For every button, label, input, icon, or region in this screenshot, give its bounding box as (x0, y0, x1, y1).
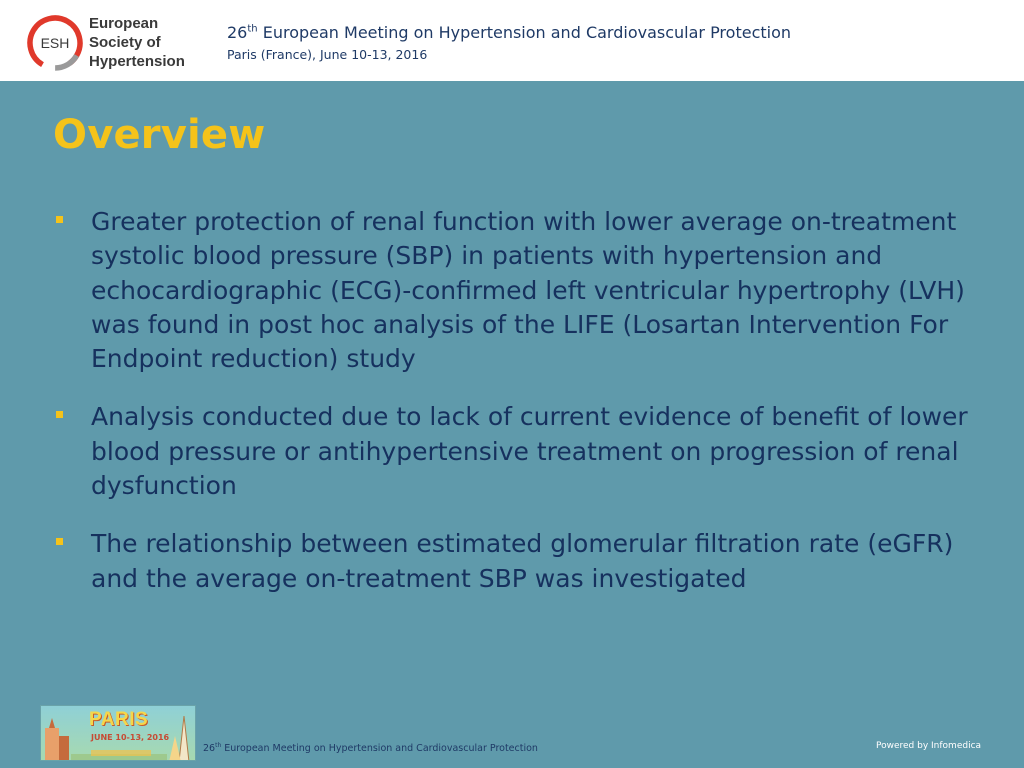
powered-by: Powered by Infomedica (876, 741, 982, 751)
bullet-text: Analysis conducted due to lack of current evidence of benefit of lower blood pressure or antihypertensive treatment on progression of renal dysfunction (91, 402, 968, 501)
meeting-title (227, 22, 791, 44)
meeting-ordinal: th (247, 23, 258, 35)
bullet-item (55, 527, 985, 596)
logo-abbr: ESH (40, 35, 70, 51)
meeting-number: 26 (227, 23, 248, 42)
bullet-text: The relationship between estimated glomerular filtration rate (eGFR) and the average on-treatment SBP was investigated (91, 529, 954, 593)
meeting-info (227, 22, 791, 65)
square-bullet-icon (56, 411, 63, 418)
logo-line: Society of (89, 34, 161, 51)
bullet-item (55, 400, 985, 503)
square-bullet-icon (56, 216, 63, 223)
footer-meeting-number: 26 (203, 743, 216, 754)
bullet-list (55, 205, 985, 596)
paris-badge (40, 705, 196, 761)
esh-logo (26, 10, 196, 72)
meeting-subtitle: Paris (France), June 10-13, 2016 (227, 47, 428, 62)
footer-meeting-name: European Meeting on Hypertension and Cardiovascular Protection (221, 743, 538, 754)
logo-wordmark (89, 14, 185, 71)
meeting-name: European Meeting on Hypertension and Cardiovascular Protection (257, 23, 792, 42)
header-bar (0, 0, 1024, 81)
badge-city: PARIS (89, 709, 149, 730)
footer-meeting-ordinal: th (215, 741, 222, 749)
slide-title: Overview (53, 112, 266, 158)
bullet-item (55, 205, 985, 376)
footer-meeting (203, 743, 538, 754)
badge-date: JUNE 10-13, 2016 (91, 733, 170, 742)
logo-line: European (89, 15, 159, 32)
bullet-text: Greater protection of renal function with lower average on-treatment systolic blood pressure (SBP) in patients with hypertension and echocardiographic (ECG)-confirmed left ventricular hypertrophy (LVH) was found in post hoc analysis of the LIFE (Losartan Intervention For Endpoint reduction) study (91, 207, 965, 374)
square-bullet-icon (56, 538, 63, 545)
esh-logo-ring-icon (26, 14, 84, 72)
logo-line: Hypertension (89, 53, 185, 70)
